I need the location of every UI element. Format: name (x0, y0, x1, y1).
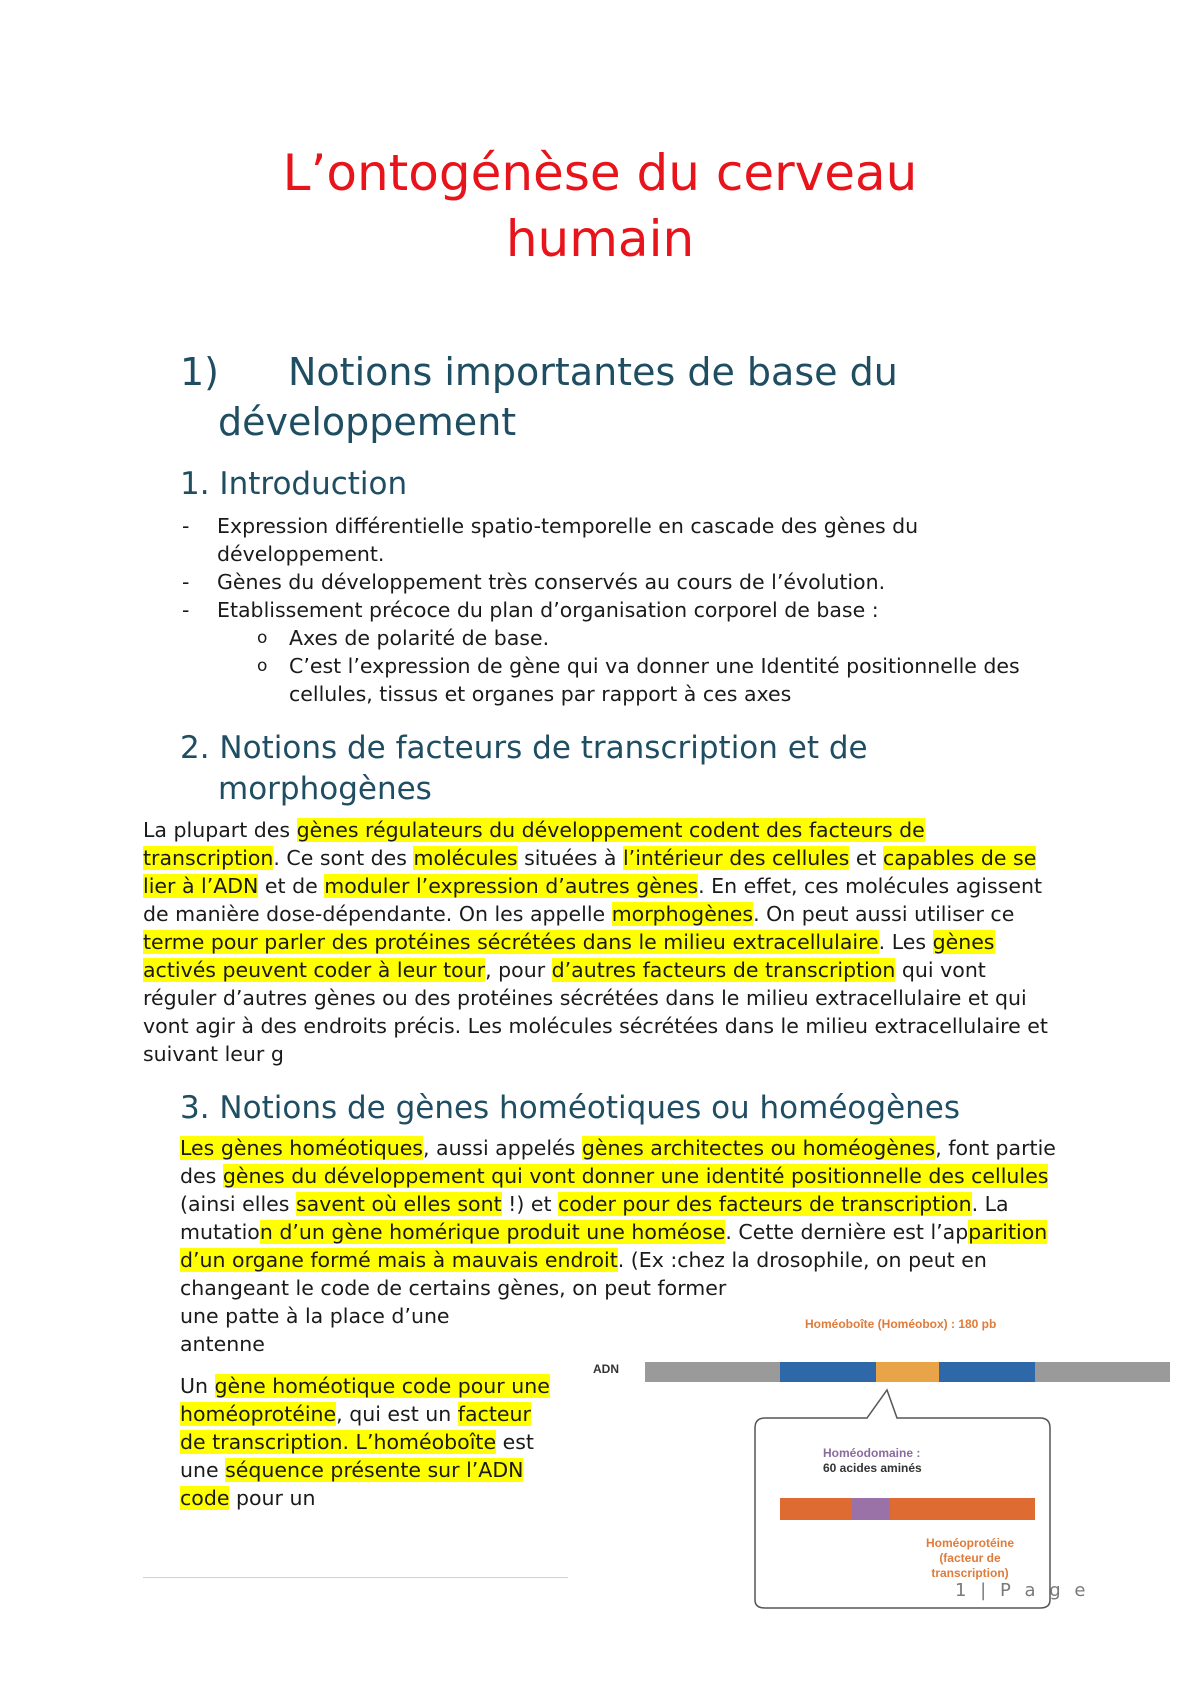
adn-label: ADN (593, 1362, 619, 1376)
text-run: antenne (180, 1332, 265, 1356)
highlighted-text: code (180, 1486, 230, 1510)
highlighted-text: n. L’homéoboîte (329, 1430, 497, 1454)
heading-transcription-factors (180, 728, 1080, 810)
text-run: qui vont réguler d’autres gènes ou des protéines sécrétées dans le milieu extracellulaire et qui vont agir à des endroits précis. Les molécules sécrétées dans le milieu extracellulaire et suivant leur g (143, 958, 1048, 1066)
text-run: . Cette dernière est l’ap (725, 1220, 969, 1244)
homeobox-segment (876, 1362, 939, 1382)
page-number: 1 | P a g e (955, 1580, 1090, 1601)
homeoprotein-label: Homéoprotéine (925, 1536, 1015, 1550)
title-line-2: humain (505, 210, 695, 268)
text-run: est une (180, 1430, 534, 1482)
bullet-text: Expression différentielle spatio-temporelle en cascade des gènes du développement. (217, 514, 919, 566)
text-run: et (849, 846, 883, 870)
highlighted-text: l’intérieur des cellules (622, 846, 850, 870)
intro-sub-bullet (217, 624, 1062, 652)
text-run: . La mutatio (180, 1192, 1009, 1244)
section-1-title-line-2: développement (218, 400, 517, 444)
text-run: . (Ex :chez la drosophile, on peut en changeant le code de certains gènes, on peut former (180, 1248, 987, 1300)
heading-line-1: 2. Notions de facteurs de transcription et de (180, 730, 868, 766)
text-run: , qui est un (336, 1402, 458, 1426)
highlighted-text: Les gènes homéotiques (180, 1136, 423, 1160)
dna-segment-blue (780, 1362, 876, 1382)
highlighted-text: coder pour des facteurs de transcription (558, 1192, 972, 1216)
text-run: . Ce sont des (273, 846, 414, 870)
protein-segment (780, 1498, 852, 1520)
text-run: une patte à la place d’une (180, 1304, 450, 1328)
text-run: . Les (878, 930, 933, 954)
text-run: . On peut aussi utiliser ce (753, 902, 1015, 926)
dna-segment-grey (645, 1362, 780, 1382)
highlighted-text: capables de se lier à l’ADN (143, 846, 1037, 898)
dash-marker: - (182, 570, 190, 594)
homeoprotein-label-3: transcription) (931, 1566, 1009, 1580)
title-line-1: L’ontogénèse du cerveau (282, 144, 918, 202)
intro-bullet (182, 568, 1062, 596)
text-run: situées à (517, 846, 623, 870)
section-1-number: 1) (180, 350, 220, 394)
text-run: , font partie des (180, 1136, 1056, 1188)
highlighted-text: parition d’un organe formé mais à mauvais endroit (180, 1220, 1048, 1272)
highlighted-text: facteur de transcriptio (180, 1402, 531, 1454)
intro-sub-bullet (217, 652, 1062, 708)
highlighted-text: moduler l’expression d’autres gènes (324, 874, 699, 898)
highlighted-text: molécules (413, 846, 518, 870)
circle-bullet-icon: o (257, 656, 268, 676)
homeodomain-size-label: 60 acides aminés (823, 1461, 922, 1475)
highlighted-text: d’autres facteurs de transcription (551, 958, 896, 982)
footer-divider (143, 1577, 568, 1578)
text-run: , pour (485, 958, 552, 982)
text-run: et de (258, 874, 325, 898)
sub-bullet-text: Axes de polarité de base. (289, 626, 550, 650)
text-run: , aussi appelés (423, 1136, 582, 1160)
text-run: La plupart des (143, 818, 297, 842)
dna-segment-blue (939, 1362, 1035, 1382)
intro-bullet (182, 512, 1062, 568)
dna-segment-grey (1035, 1362, 1170, 1382)
protein-segment (890, 1498, 1035, 1520)
highlighted-text: séquence présente sur l’ADN (225, 1458, 524, 1482)
section-1-title-line-1: Notions importantes de base du (288, 350, 898, 394)
circle-bullet-icon: o (257, 628, 268, 648)
heading-homeotic-genes: 3. Notions de gènes homéotiques ou homéogènes (180, 1090, 961, 1126)
dash-marker: - (182, 598, 190, 622)
highlighted-text: gènes architectes ou homéogènes (581, 1136, 936, 1160)
paragraph-homeotic-genes (180, 1134, 1064, 1302)
text-run: . En effet, ces molécules agissent de manière dose-dépendante. On les appelle (143, 874, 1042, 926)
bullet-text: Etablissement précoce du plan d’organisation corporel de base : (217, 598, 879, 622)
paragraph-homeotic-tail (180, 1302, 560, 1358)
homeodomain-segment (852, 1498, 890, 1520)
bullet-text: Gènes du développement très conservés au cours de l’évolution. (217, 570, 886, 594)
homeobox-label: Homéoboîte (Homéobox) : 180 pb (805, 1317, 997, 1331)
paragraph-homeoprotein (180, 1372, 560, 1512)
heading-line-2: morphogènes (218, 771, 432, 807)
highlighted-text: gènes du développement qui vont donner une identité positionnelle des cellules (222, 1164, 1049, 1188)
highlighted-text: n d’un gène homérique produit une homéose (259, 1220, 726, 1244)
text-run: !) et (501, 1192, 559, 1216)
highlighted-text: gènes régulateurs du développement codent des facteurs de transcription (143, 818, 925, 870)
homeobox-diagram (585, 1310, 1185, 1610)
highlighted-text: terme pour parler des protéines sécrétées dans le milieu extracellulaire (143, 930, 879, 954)
document-title (150, 140, 1050, 272)
text-run: pour un (229, 1486, 316, 1510)
dash-marker: - (182, 514, 190, 538)
intro-bullet (182, 596, 1062, 708)
homeoprotein-label-2: (facteur de (939, 1551, 1001, 1565)
intro-bullet-list (182, 512, 1062, 708)
text-run: Un (180, 1374, 215, 1398)
sub-bullet-text: C’est l’expression de gène qui va donner une Identité positionnelle des cellules, tissus et organes par rapport à ces axes (289, 654, 1020, 706)
homeodomain-label: Homéodomaine : (823, 1446, 921, 1460)
text-run: (ainsi elles (180, 1192, 296, 1216)
highlighted-text: savent où elles sont (295, 1192, 502, 1216)
intro-sub-list (217, 624, 1062, 708)
heading-introduction: 1. Introduction (180, 466, 408, 502)
highlighted-text: gènes activés peuvent coder à leur tour (143, 930, 995, 982)
highlighted-text: gène homéotique code pour une homéoprotéine (180, 1374, 550, 1426)
highlighted-text: morphogènes (611, 902, 754, 926)
paragraph-transcription-factors (143, 816, 1063, 1068)
